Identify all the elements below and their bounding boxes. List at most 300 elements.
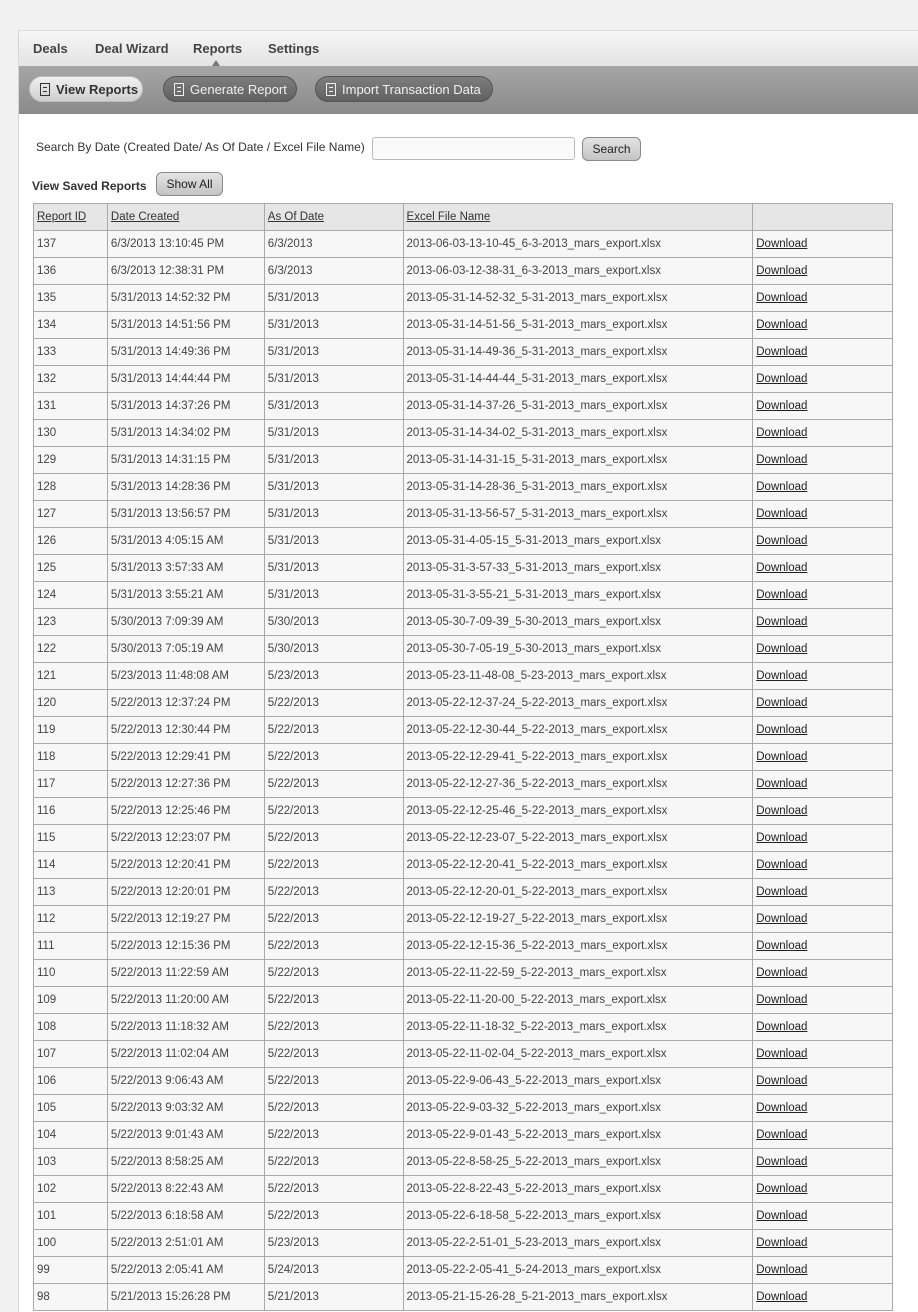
- download-cell: [753, 960, 893, 987]
- report-id-cell: 113: [34, 879, 108, 906]
- download-cell: [753, 1176, 893, 1203]
- column-header-report-id[interactable]: Report ID: [34, 204, 108, 231]
- as-of-date-cell: 6/3/2013: [264, 258, 403, 285]
- as-of-date-cell: 5/22/2013: [264, 825, 403, 852]
- download-link[interactable]: Download: [756, 886, 808, 898]
- download-cell: [753, 798, 893, 825]
- download-link[interactable]: Download: [756, 1237, 808, 1249]
- as-of-date-cell: 5/22/2013: [264, 987, 403, 1014]
- download-link[interactable]: Download: [756, 400, 808, 412]
- download-link[interactable]: Download: [756, 1048, 808, 1060]
- report-id-cell: 105: [34, 1095, 108, 1122]
- download-link[interactable]: Download: [756, 292, 808, 304]
- as-of-date-cell: 5/22/2013: [264, 1095, 403, 1122]
- as-of-date-cell: 5/24/2013: [264, 1257, 403, 1284]
- excel-file-name-cell: 2013-05-31-14-51-56_5-31-2013_mars_export.xlsx: [403, 312, 753, 339]
- date-created-cell: 5/31/2013 14:52:32 PM: [107, 285, 264, 312]
- as-of-date-cell: 5/31/2013: [264, 528, 403, 555]
- table-row: [34, 879, 893, 906]
- report-id-cell: 115: [34, 825, 108, 852]
- download-link[interactable]: Download: [756, 373, 808, 385]
- download-link[interactable]: Download: [756, 1210, 808, 1222]
- report-id-cell: 121: [34, 663, 108, 690]
- download-cell: [753, 339, 893, 366]
- as-of-date-cell: 5/31/2013: [264, 285, 403, 312]
- download-cell: [753, 609, 893, 636]
- download-cell: [753, 1257, 893, 1284]
- table-row: [34, 339, 893, 366]
- table-row: [34, 825, 893, 852]
- table-row: [34, 690, 893, 717]
- as-of-date-cell: 5/31/2013: [264, 582, 403, 609]
- download-cell: [753, 231, 893, 258]
- report-id-cell: 107: [34, 1041, 108, 1068]
- as-of-date-cell: 5/22/2013: [264, 798, 403, 825]
- excel-file-name-cell: 2013-05-22-9-06-43_5-22-2013_mars_export.xlsx: [403, 1068, 753, 1095]
- as-of-date-cell: 5/22/2013: [264, 1203, 403, 1230]
- download-cell: [753, 636, 893, 663]
- date-created-cell: 5/22/2013 12:27:36 PM: [107, 771, 264, 798]
- download-cell: [753, 933, 893, 960]
- date-created-cell: 5/31/2013 3:55:21 AM: [107, 582, 264, 609]
- generate-report-button[interactable]: [163, 76, 297, 102]
- as-of-date-cell: 5/23/2013: [264, 1230, 403, 1257]
- report-id-cell: 132: [34, 366, 108, 393]
- download-link[interactable]: Download: [756, 265, 808, 277]
- report-id-cell: 112: [34, 906, 108, 933]
- excel-file-name-cell: 2013-05-22-9-03-32_5-22-2013_mars_export.xlsx: [403, 1095, 753, 1122]
- as-of-date-cell: 5/31/2013: [264, 501, 403, 528]
- download-cell: [753, 393, 893, 420]
- nav-reports[interactable]: Reports: [193, 41, 243, 56]
- download-link[interactable]: Download: [756, 589, 808, 601]
- table-row: [34, 960, 893, 987]
- date-created-cell: 5/22/2013 12:37:24 PM: [107, 690, 264, 717]
- date-created-cell: 5/22/2013 9:03:32 AM: [107, 1095, 264, 1122]
- download-cell: [753, 1203, 893, 1230]
- download-cell: [753, 258, 893, 285]
- as-of-date-cell: 5/22/2013: [264, 879, 403, 906]
- table-row: [34, 1284, 893, 1311]
- download-link[interactable]: Download: [756, 1264, 808, 1276]
- report-id-cell: 108: [34, 1014, 108, 1041]
- date-created-cell: 5/22/2013 12:15:36 PM: [107, 933, 264, 960]
- sub-nav: [19, 66, 918, 114]
- table-row: [34, 609, 893, 636]
- download-cell: [753, 474, 893, 501]
- column-header-excel-file-name[interactable]: Excel File Name: [403, 204, 753, 231]
- table-row: [34, 1230, 893, 1257]
- excel-file-name-cell: 2013-05-31-14-44-44_5-31-2013_mars_export.xlsx: [403, 366, 753, 393]
- excel-file-name-cell: 2013-05-30-7-05-19_5-30-2013_mars_export.xlsx: [403, 636, 753, 663]
- download-cell: [753, 285, 893, 312]
- date-created-cell: 5/22/2013 12:30:44 PM: [107, 717, 264, 744]
- excel-file-name-cell: 2013-05-31-3-55-21_5-31-2013_mars_export.xlsx: [403, 582, 753, 609]
- download-cell: [753, 420, 893, 447]
- app-frame: [18, 30, 918, 1312]
- report-id-cell: 106: [34, 1068, 108, 1095]
- date-created-cell: 5/31/2013 14:34:02 PM: [107, 420, 264, 447]
- download-link[interactable]: Download: [756, 481, 808, 493]
- report-id-cell: 117: [34, 771, 108, 798]
- table-row: [34, 528, 893, 555]
- table-row: [34, 366, 893, 393]
- excel-file-name-cell: 2013-05-31-14-37-26_5-31-2013_mars_export.xlsx: [403, 393, 753, 420]
- excel-file-name-cell: 2013-05-21-15-26-28_5-21-2013_mars_export.xlsx: [403, 1284, 753, 1311]
- table-row: [34, 1041, 893, 1068]
- download-cell: [753, 690, 893, 717]
- download-link[interactable]: Download: [756, 778, 808, 790]
- report-id-cell: 102: [34, 1176, 108, 1203]
- download-link[interactable]: Download: [756, 994, 808, 1006]
- report-id-cell: 134: [34, 312, 108, 339]
- import-transaction-data-button[interactable]: [315, 76, 493, 102]
- as-of-date-cell: 5/31/2013: [264, 339, 403, 366]
- date-created-cell: 5/31/2013 4:05:15 AM: [107, 528, 264, 555]
- as-of-date-cell: 5/22/2013: [264, 852, 403, 879]
- search-label: Search By Date (Created Date/ As Of Date / Excel File Name): [36, 140, 365, 154]
- view-reports-button[interactable]: [29, 76, 143, 102]
- table-row: [34, 1203, 893, 1230]
- table-header-row: [34, 204, 893, 231]
- excel-file-name-cell: 2013-05-22-12-19-27_5-22-2013_mars_export.xlsx: [403, 906, 753, 933]
- excel-file-name-cell: 2013-05-22-2-51-01_5-23-2013_mars_export.xlsx: [403, 1230, 753, 1257]
- download-link[interactable]: Download: [756, 1102, 808, 1114]
- nav-settings[interactable]: Settings: [268, 41, 320, 56]
- as-of-date-cell: 5/22/2013: [264, 744, 403, 771]
- download-link[interactable]: Download: [756, 1183, 808, 1195]
- as-of-date-cell: 5/22/2013: [264, 933, 403, 960]
- excel-file-name-cell: 2013-05-22-12-37-24_5-22-2013_mars_export.xlsx: [403, 690, 753, 717]
- download-link[interactable]: Download: [756, 751, 808, 763]
- report-id-cell: 110: [34, 960, 108, 987]
- column-header-as-of-date[interactable]: As Of Date: [264, 204, 403, 231]
- report-id-cell: 103: [34, 1149, 108, 1176]
- download-cell: [753, 717, 893, 744]
- date-created-cell: 6/3/2013 13:10:45 PM: [107, 231, 264, 258]
- excel-file-name-cell: 2013-06-03-13-10-45_6-3-2013_mars_export.xlsx: [403, 231, 753, 258]
- download-link[interactable]: Download: [756, 913, 808, 925]
- download-cell: [753, 744, 893, 771]
- view-saved-reports-label: View Saved Reports: [32, 179, 147, 193]
- download-link[interactable]: Download: [756, 1291, 808, 1303]
- table-row: [34, 771, 893, 798]
- excel-file-name-cell: 2013-05-22-12-15-36_5-22-2013_mars_export.xlsx: [403, 933, 753, 960]
- download-cell: [753, 1014, 893, 1041]
- column-header-date-created[interactable]: Date Created: [107, 204, 264, 231]
- download-cell: [753, 528, 893, 555]
- date-created-cell: 5/31/2013 14:28:36 PM: [107, 474, 264, 501]
- report-id-cell: 109: [34, 987, 108, 1014]
- date-created-cell: 5/31/2013 13:56:57 PM: [107, 501, 264, 528]
- as-of-date-cell: 5/31/2013: [264, 555, 403, 582]
- download-cell: [753, 1122, 893, 1149]
- report-id-cell: 101: [34, 1203, 108, 1230]
- as-of-date-cell: 5/30/2013: [264, 636, 403, 663]
- download-cell: [753, 663, 893, 690]
- excel-file-name-cell: 2013-05-22-12-20-41_5-22-2013_mars_export.xlsx: [403, 852, 753, 879]
- date-created-cell: 6/3/2013 12:38:31 PM: [107, 258, 264, 285]
- download-cell: [753, 366, 893, 393]
- table-row: [34, 285, 893, 312]
- date-created-cell: 5/22/2013 11:22:59 AM: [107, 960, 264, 987]
- report-id-cell: 129: [34, 447, 108, 474]
- document-icon: [174, 83, 184, 96]
- date-created-cell: 5/22/2013 12:29:41 PM: [107, 744, 264, 771]
- report-id-cell: 131: [34, 393, 108, 420]
- report-id-cell: 119: [34, 717, 108, 744]
- download-cell: [753, 555, 893, 582]
- report-id-cell: 116: [34, 798, 108, 825]
- date-created-cell: 5/22/2013 12:19:27 PM: [107, 906, 264, 933]
- table-row: [34, 1176, 893, 1203]
- download-link[interactable]: Download: [756, 967, 808, 979]
- date-created-cell: 5/22/2013 11:02:04 AM: [107, 1041, 264, 1068]
- excel-file-name-cell: 2013-05-22-11-22-59_5-22-2013_mars_export.xlsx: [403, 960, 753, 987]
- report-id-cell: 125: [34, 555, 108, 582]
- excel-file-name-cell: 2013-05-31-14-49-36_5-31-2013_mars_export.xlsx: [403, 339, 753, 366]
- table-row: [34, 663, 893, 690]
- report-id-cell: 118: [34, 744, 108, 771]
- table-row: [34, 933, 893, 960]
- view-reports-label: View Reports: [56, 82, 139, 97]
- report-id-cell: 137: [34, 231, 108, 258]
- as-of-date-cell: 5/31/2013: [264, 474, 403, 501]
- excel-file-name-cell: 2013-05-22-12-27-36_5-22-2013_mars_export.xlsx: [403, 771, 753, 798]
- download-cell: [753, 1068, 893, 1095]
- table-row: [34, 312, 893, 339]
- as-of-date-cell: 5/23/2013: [264, 663, 403, 690]
- excel-file-name-cell: 2013-05-31-14-28-36_5-31-2013_mars_export.xlsx: [403, 474, 753, 501]
- download-link[interactable]: Download: [756, 427, 808, 439]
- table-row: [34, 744, 893, 771]
- excel-file-name-cell: 2013-05-22-12-20-01_5-22-2013_mars_export.xlsx: [403, 879, 753, 906]
- table-row: [34, 582, 893, 609]
- download-cell: [753, 447, 893, 474]
- excel-file-name-cell: 2013-05-22-11-18-32_5-22-2013_mars_export.xlsx: [403, 1014, 753, 1041]
- date-created-cell: 5/22/2013 2:05:41 AM: [107, 1257, 264, 1284]
- report-id-cell: 135: [34, 285, 108, 312]
- download-link[interactable]: Download: [756, 670, 808, 682]
- report-id-cell: 130: [34, 420, 108, 447]
- report-id-cell: 128: [34, 474, 108, 501]
- download-cell: [753, 852, 893, 879]
- report-id-cell: 104: [34, 1122, 108, 1149]
- date-created-cell: 5/22/2013 12:20:41 PM: [107, 852, 264, 879]
- download-link[interactable]: Download: [756, 1075, 808, 1087]
- date-created-cell: 5/21/2013 15:26:28 PM: [107, 1284, 264, 1311]
- date-created-cell: 5/23/2013 11:48:08 AM: [107, 663, 264, 690]
- excel-file-name-cell: 2013-05-31-14-52-32_5-31-2013_mars_export.xlsx: [403, 285, 753, 312]
- excel-file-name-cell: 2013-05-22-12-30-44_5-22-2013_mars_export.xlsx: [403, 717, 753, 744]
- table-row: [34, 447, 893, 474]
- excel-file-name-cell: 2013-05-31-14-31-15_5-31-2013_mars_export.xlsx: [403, 447, 753, 474]
- as-of-date-cell: 5/22/2013: [264, 1122, 403, 1149]
- date-created-cell: 5/30/2013 7:05:19 AM: [107, 636, 264, 663]
- document-icon: [40, 83, 50, 96]
- table-row: [34, 474, 893, 501]
- date-created-cell: 5/22/2013 12:25:46 PM: [107, 798, 264, 825]
- column-header-actions: [753, 204, 893, 231]
- excel-file-name-cell: 2013-05-22-12-29-41_5-22-2013_mars_export.xlsx: [403, 744, 753, 771]
- download-link[interactable]: Download: [756, 1129, 808, 1141]
- nav-deal-wizard[interactable]: Deal Wizard: [95, 41, 169, 56]
- date-created-cell: 5/31/2013 14:37:26 PM: [107, 393, 264, 420]
- excel-file-name-cell: 2013-06-03-12-38-31_6-3-2013_mars_export.xlsx: [403, 258, 753, 285]
- download-link[interactable]: Download: [756, 832, 808, 844]
- search-button[interactable]: Search: [582, 137, 641, 161]
- download-cell: [753, 1284, 893, 1311]
- excel-file-name-cell: 2013-05-30-7-09-39_5-30-2013_mars_export.xlsx: [403, 609, 753, 636]
- excel-file-name-cell: 2013-05-22-12-23-07_5-22-2013_mars_export.xlsx: [403, 825, 753, 852]
- download-cell: [753, 1149, 893, 1176]
- report-id-cell: 114: [34, 852, 108, 879]
- date-created-cell: 5/22/2013 8:22:43 AM: [107, 1176, 264, 1203]
- report-id-cell: 123: [34, 609, 108, 636]
- date-created-cell: 5/22/2013 12:23:07 PM: [107, 825, 264, 852]
- date-created-cell: 5/22/2013 8:58:25 AM: [107, 1149, 264, 1176]
- reports-table: [33, 203, 893, 1311]
- report-id-cell: 99: [34, 1257, 108, 1284]
- table-row: [34, 1149, 893, 1176]
- document-icon: [326, 83, 336, 96]
- excel-file-name-cell: 2013-05-22-11-20-00_5-22-2013_mars_export.xlsx: [403, 987, 753, 1014]
- download-cell: [753, 825, 893, 852]
- download-link[interactable]: Download: [756, 724, 808, 736]
- as-of-date-cell: 5/22/2013: [264, 690, 403, 717]
- import-transaction-data-label: Import Transaction Data: [342, 82, 481, 97]
- table-row: [34, 1068, 893, 1095]
- excel-file-name-cell: 2013-05-31-4-05-15_5-31-2013_mars_export.xlsx: [403, 528, 753, 555]
- date-created-cell: 5/31/2013 14:31:15 PM: [107, 447, 264, 474]
- table-row: [34, 1095, 893, 1122]
- date-created-cell: 5/30/2013 7:09:39 AM: [107, 609, 264, 636]
- as-of-date-cell: 5/22/2013: [264, 1014, 403, 1041]
- download-link[interactable]: Download: [756, 535, 808, 547]
- download-link[interactable]: Download: [756, 643, 808, 655]
- table-row: [34, 258, 893, 285]
- as-of-date-cell: 5/22/2013: [264, 1176, 403, 1203]
- report-id-cell: 127: [34, 501, 108, 528]
- report-id-cell: 100: [34, 1230, 108, 1257]
- top-nav: [19, 30, 918, 68]
- as-of-date-cell: 5/31/2013: [264, 312, 403, 339]
- table-row: [34, 420, 893, 447]
- table-row: [34, 852, 893, 879]
- excel-file-name-cell: 2013-05-22-6-18-58_5-22-2013_mars_export.xlsx: [403, 1203, 753, 1230]
- download-cell: [753, 312, 893, 339]
- as-of-date-cell: 5/22/2013: [264, 1041, 403, 1068]
- table-row: [34, 798, 893, 825]
- table-row: [34, 1122, 893, 1149]
- excel-file-name-cell: 2013-05-31-14-34-02_5-31-2013_mars_export.xlsx: [403, 420, 753, 447]
- date-created-cell: 5/22/2013 2:51:01 AM: [107, 1230, 264, 1257]
- excel-file-name-cell: 2013-05-23-11-48-08_5-23-2013_mars_export.xlsx: [403, 663, 753, 690]
- download-cell: [753, 1095, 893, 1122]
- table-row: [34, 1014, 893, 1041]
- download-cell: [753, 987, 893, 1014]
- generate-report-label: Generate Report: [190, 82, 287, 97]
- as-of-date-cell: 5/21/2013: [264, 1284, 403, 1311]
- download-link[interactable]: Download: [756, 454, 808, 466]
- as-of-date-cell: 6/3/2013: [264, 231, 403, 258]
- download-link[interactable]: Download: [756, 859, 808, 871]
- download-link[interactable]: Download: [756, 238, 808, 250]
- date-created-cell: 5/22/2013 6:18:58 AM: [107, 1203, 264, 1230]
- table-row: [34, 906, 893, 933]
- as-of-date-cell: 5/31/2013: [264, 393, 403, 420]
- download-link[interactable]: Download: [756, 319, 808, 331]
- report-id-cell: 136: [34, 258, 108, 285]
- excel-file-name-cell: 2013-05-22-11-02-04_5-22-2013_mars_export.xlsx: [403, 1041, 753, 1068]
- report-id-cell: 111: [34, 933, 108, 960]
- date-created-cell: 5/22/2013 12:20:01 PM: [107, 879, 264, 906]
- date-created-cell: 5/31/2013 14:49:36 PM: [107, 339, 264, 366]
- download-cell: [753, 906, 893, 933]
- table-row: [34, 987, 893, 1014]
- table-row: [34, 1257, 893, 1284]
- download-link[interactable]: Download: [756, 697, 808, 709]
- report-id-cell: 133: [34, 339, 108, 366]
- excel-file-name-cell: 2013-05-31-3-57-33_5-31-2013_mars_export.xlsx: [403, 555, 753, 582]
- date-created-cell: 5/22/2013 11:18:32 AM: [107, 1014, 264, 1041]
- report-id-cell: 124: [34, 582, 108, 609]
- nav-deals[interactable]: Deals: [33, 41, 68, 56]
- download-cell: [753, 879, 893, 906]
- as-of-date-cell: 5/30/2013: [264, 609, 403, 636]
- date-created-cell: 5/22/2013 9:01:43 AM: [107, 1122, 264, 1149]
- as-of-date-cell: 5/22/2013: [264, 1068, 403, 1095]
- as-of-date-cell: 5/31/2013: [264, 420, 403, 447]
- excel-file-name-cell: 2013-05-22-2-05-41_5-24-2013_mars_export.xlsx: [403, 1257, 753, 1284]
- excel-file-name-cell: 2013-05-22-12-25-46_5-22-2013_mars_export.xlsx: [403, 798, 753, 825]
- as-of-date-cell: 5/31/2013: [264, 366, 403, 393]
- download-cell: [753, 1041, 893, 1068]
- excel-file-name-cell: 2013-05-22-9-01-43_5-22-2013_mars_export.xlsx: [403, 1122, 753, 1149]
- download-link[interactable]: Download: [756, 508, 808, 520]
- download-cell: [753, 582, 893, 609]
- as-of-date-cell: 5/22/2013: [264, 717, 403, 744]
- table-row: [34, 636, 893, 663]
- table-row: [34, 501, 893, 528]
- excel-file-name-cell: 2013-05-31-13-56-57_5-31-2013_mars_export.xlsx: [403, 501, 753, 528]
- download-link[interactable]: Download: [756, 562, 808, 574]
- download-link[interactable]: Download: [756, 1021, 808, 1033]
- date-created-cell: 5/22/2013 9:06:43 AM: [107, 1068, 264, 1095]
- download-cell: [753, 1230, 893, 1257]
- download-link[interactable]: Download: [756, 616, 808, 628]
- download-cell: [753, 771, 893, 798]
- report-id-cell: 122: [34, 636, 108, 663]
- reports-table-body: [34, 231, 893, 1311]
- as-of-date-cell: 5/22/2013: [264, 771, 403, 798]
- download-link[interactable]: Download: [756, 805, 808, 817]
- search-input[interactable]: [372, 137, 575, 160]
- show-all-button[interactable]: Show All: [156, 172, 223, 196]
- download-cell: [753, 501, 893, 528]
- report-id-cell: 98: [34, 1284, 108, 1311]
- as-of-date-cell: 5/22/2013: [264, 906, 403, 933]
- table-row: [34, 231, 893, 258]
- date-created-cell: 5/22/2013 11:20:00 AM: [107, 987, 264, 1014]
- report-id-cell: 126: [34, 528, 108, 555]
- download-link[interactable]: Download: [756, 346, 808, 358]
- download-link[interactable]: Download: [756, 1156, 808, 1168]
- as-of-date-cell: 5/22/2013: [264, 960, 403, 987]
- as-of-date-cell: 5/31/2013: [264, 447, 403, 474]
- excel-file-name-cell: 2013-05-22-8-58-25_5-22-2013_mars_export.xlsx: [403, 1149, 753, 1176]
- download-link[interactable]: Download: [756, 940, 808, 952]
